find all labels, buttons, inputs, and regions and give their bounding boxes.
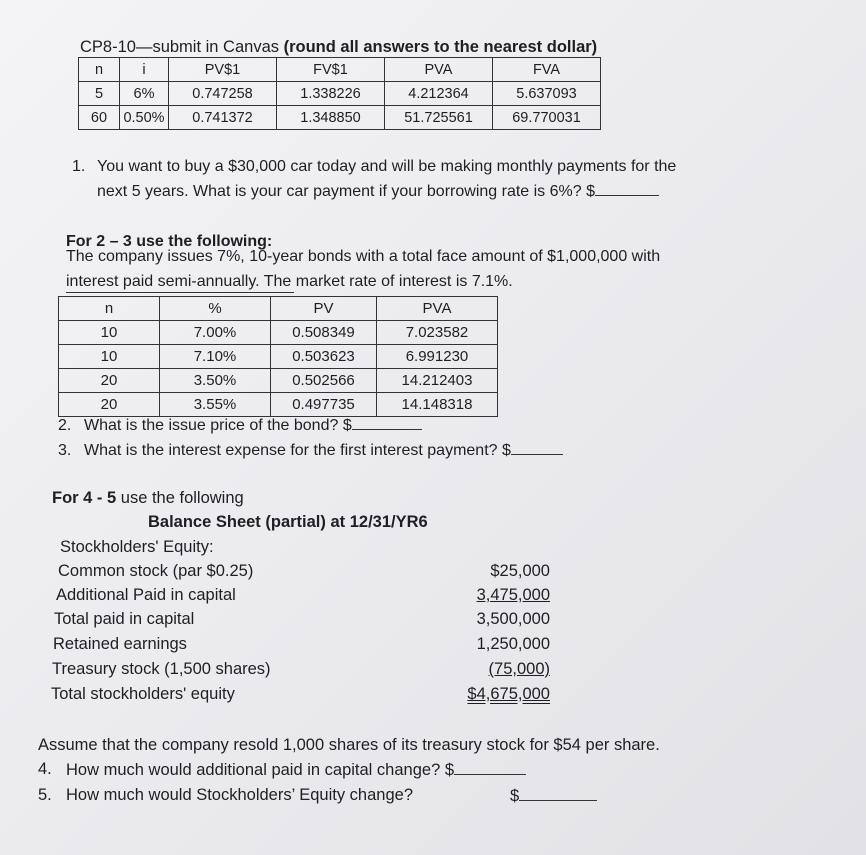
table-row [59, 321, 498, 345]
answer-blank-5[interactable] [519, 786, 597, 801]
table-cell: 14.148318 [377, 393, 498, 417]
answer-blank-3[interactable] [511, 440, 563, 455]
table-header-cell: % [160, 297, 271, 321]
question-4-number: 4. [38, 760, 52, 778]
section-2-heading: For 2 – 3 use the following: [66, 233, 273, 250]
question-5-text: How much would Stockholders’ Equity change? [66, 786, 413, 804]
question-5-answer [510, 786, 597, 806]
table-cell: 3.55% [160, 393, 271, 417]
table-row [59, 369, 498, 393]
table-header-cell: PV [271, 297, 377, 321]
question-4-text: How much would additional paid in capital change? $ [66, 761, 454, 779]
table-cell: 0.747258 [169, 82, 277, 106]
section-4-heading [52, 489, 244, 508]
table-cell: 3.50% [160, 369, 271, 393]
table-cell: 4.212364 [385, 82, 493, 106]
section-2-text-2: interest paid semi-annually. The market rate of interest is 7.1%. [66, 273, 513, 290]
table-row [79, 82, 601, 106]
divider [66, 292, 294, 293]
table-cell: 0.497735 [271, 393, 377, 417]
table-header-cell: FVA [493, 58, 601, 82]
bs-value-total-equity: $4,675,000 [467, 685, 550, 703]
table-cell: 60 [79, 106, 120, 130]
answer-blank-1[interactable] [595, 181, 659, 196]
table-header-cell: n [79, 58, 120, 82]
question-3-text: What is the interest expense for the first interest payment? $ [84, 442, 511, 459]
table-cell: 1.348850 [277, 106, 385, 130]
table-cell: 0.502566 [271, 369, 377, 393]
table-cell: 7.023582 [377, 321, 498, 345]
bs-label-total-equity: Total stockholders' equity [51, 685, 235, 703]
table-cell: 69.770031 [493, 106, 601, 130]
question-3-number: 3. [58, 442, 72, 459]
table-cell: 5.637093 [493, 82, 601, 106]
answer-blank-4[interactable] [454, 760, 526, 775]
question-1-line1: You want to buy a $30,000 car today and will be making monthly payments for the [97, 158, 677, 175]
bs-label-common-stock: Common stock (par $0.25) [58, 562, 254, 580]
table-cell: 0.50% [120, 106, 169, 130]
table-cell: 6.991230 [377, 345, 498, 369]
bs-value-total-paid-in: 3,500,000 [476, 610, 550, 628]
table-header-row [59, 297, 498, 321]
section-4-heading-bold: For 4 - 5 [52, 489, 117, 507]
bs-value-treasury-wrap [430, 660, 550, 679]
table-header-cell: PV$1 [169, 58, 277, 82]
section-4-heading-rest: use the following [116, 489, 244, 507]
table-row [79, 106, 601, 130]
table-cell: 20 [59, 393, 160, 417]
table-cell: 20 [59, 369, 160, 393]
bs-value-apic: 3,475,000 [476, 586, 550, 604]
balance-sheet-title: Balance Sheet (partial) at 12/31/YR6 [148, 513, 428, 531]
table-cell: 1.338226 [277, 82, 385, 106]
table-row [59, 393, 498, 417]
bs-label-apic: Additional Paid in capital [56, 586, 236, 604]
question-5-dollar: $ [510, 787, 520, 805]
table-header-cell: PVA [385, 58, 493, 82]
assumption-text: Assume that the company resold 1,000 shares of its treasury stock for $54 per share. [38, 736, 660, 754]
table-header-row [79, 58, 601, 82]
table-cell: 14.212403 [377, 369, 498, 393]
table-cell: 10 [59, 321, 160, 345]
table-cell: 5 [79, 82, 120, 106]
section-2-text-1: The company issues 7%, 10-year bonds with a total face amount of $1,000,000 with [66, 248, 661, 265]
question-1-line2: next 5 years. What is your car payment if your borrowing rate is 6%? $ [97, 183, 595, 200]
question-1 [97, 180, 659, 204]
table-row [59, 345, 498, 369]
question-5-number: 5. [38, 786, 52, 804]
table-cell: 0.741372 [169, 106, 277, 130]
question-4 [66, 760, 526, 780]
table-header-cell: n [59, 297, 160, 321]
table-cell: 0.503623 [271, 345, 377, 369]
table-cell: 10 [59, 345, 160, 369]
table-cell: 51.725561 [385, 106, 493, 130]
bs-label-total-paid-in: Total paid in capital [54, 610, 195, 628]
bs-label-treasury-stock: Treasury stock (1,500 shares) [52, 660, 271, 678]
question-3 [84, 439, 563, 463]
bs-value-apic-wrap [430, 586, 550, 605]
table-cell: 6% [120, 82, 169, 106]
question-2 [84, 414, 422, 438]
bs-value-total-equity-wrap [430, 685, 550, 704]
table-header-cell: PVA [377, 297, 498, 321]
question-1-number: 1. [72, 158, 86, 175]
question-2-number: 2. [58, 417, 72, 434]
table-cell: 7.10% [160, 345, 271, 369]
interest-factor-table-1 [78, 57, 601, 130]
bs-value-treasury-stock: (75,000) [488, 660, 550, 678]
equity-label: Stockholders' Equity: [60, 538, 214, 556]
table-header-cell: FV$1 [277, 58, 385, 82]
answer-blank-2[interactable] [352, 415, 422, 430]
title-prefix: CP8-10—submit in Canvas [80, 38, 284, 56]
question-2-text: What is the issue price of the bond? $ [84, 417, 352, 434]
table-header-cell: i [120, 58, 169, 82]
page-title [80, 38, 597, 57]
title-rounding-note: (round all answers to the nearest dollar) [283, 38, 598, 56]
bs-value-retained-earnings: 1,250,000 [476, 635, 550, 653]
table-cell: 7.00% [160, 321, 271, 345]
bs-value-common-stock: $25,000 [490, 562, 550, 580]
bs-label-retained-earnings: Retained earnings [53, 635, 187, 653]
bond-factor-table [58, 296, 498, 417]
table-cell: 0.508349 [271, 321, 377, 345]
